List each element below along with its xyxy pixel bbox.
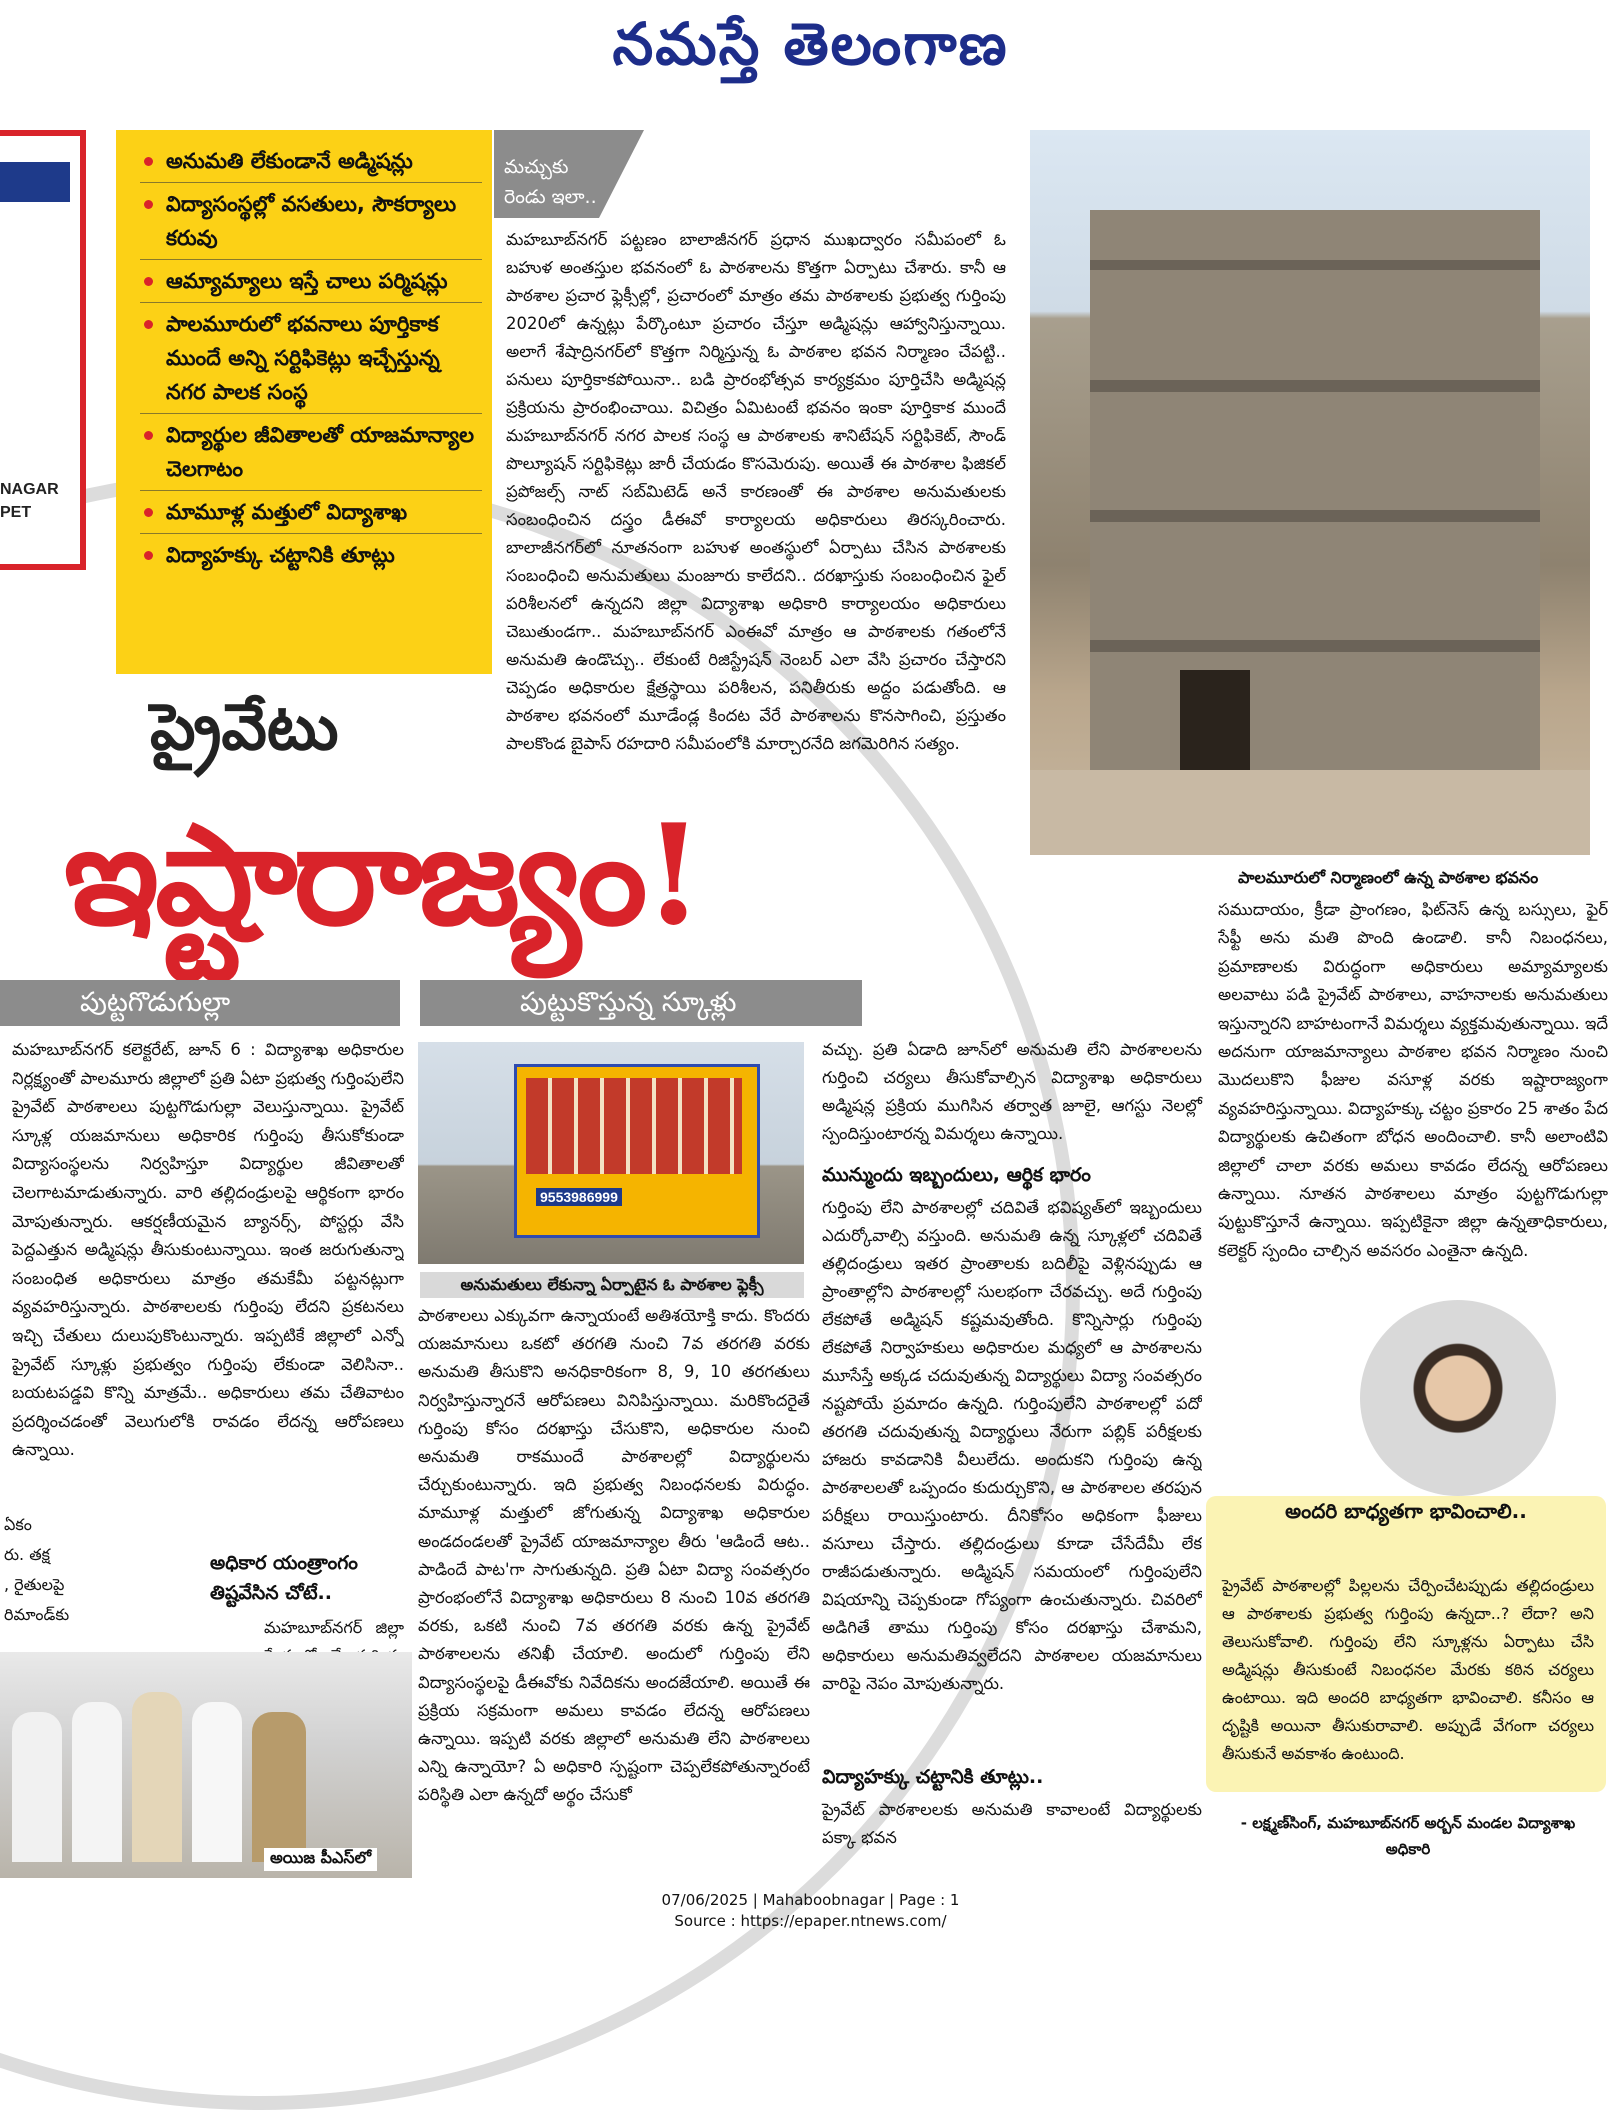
highlight-item: విద్యాసంస్థల్లో వసతులు, సౌకర్యాలు కరువు <box>140 187 482 260</box>
fragment: రు. తక్ష <box>4 1545 50 1564</box>
highlight-item: మామూళ్ల మత్తులో విద్యాశాఖ <box>140 495 482 534</box>
fragment: రిమాండ్‌కు <box>4 1605 70 1624</box>
quote-text: ప్రైవేట్ పాఠశాలల్లో పిల్లలను చేర్పించేటప్పుడు తల్లిదండ్రులు ఆ పాఠశాలకు ప్రభుత్వ గుర్తింపు ఉన్నదా..? లేదా? అని తెలుసుకోవాలి. గుర్తింపు లేని స్కూళ్లను ఏర్పాటు చేసి అడ్మిషన్లు తీసుకుంటే నిబంధనల మేరకు కఠిన చర్యలు ఉంటాయి. ఇది అందరి బాధ్యతగా భావించాలి. కనీసం ఆ దృష్టికి అయినా తీసుకురావాలి. అప్పుడే వేగంగా చర్యలు తీసుకునే అవకాశం ఉంటుంది. <box>1222 1576 1594 1763</box>
left-ad-text-2: PET <box>0 504 32 521</box>
example-tag-line2: రెండు ఇలా.. <box>504 186 597 208</box>
footer-source: Source : https://epaper.ntnews.com/ <box>674 1912 947 1930</box>
left-ad-text-1: NAGAR <box>0 481 59 498</box>
building-photo <box>1030 130 1590 855</box>
banner-phone: 9553986999 <box>536 1188 622 1206</box>
fragment: ఏకం <box>4 1515 32 1534</box>
banner-photo <box>418 1042 804 1264</box>
left-ad-bar <box>0 162 70 202</box>
column-3-subhead-1: మున్ముందు ఇబ్బందులు, ఆర్థిక భారం <box>822 1164 1091 1186</box>
example-tag-text <box>504 152 597 212</box>
fragment: , రైతులపై <box>4 1575 65 1594</box>
footer <box>0 1890 1621 1932</box>
quote-title: అందరి బాధ్యతగా భావించాలి.. <box>1285 1499 1527 1523</box>
official-photo <box>1360 1300 1556 1496</box>
police-station-photo <box>0 1652 412 1878</box>
column-1-left-fragments <box>4 1510 69 1630</box>
banner-photo-caption: అనుమతులు లేకున్నా ఏర్పాటైన ఓ పాఠశాల ఫ్లెక్సీ <box>420 1272 804 1298</box>
highlight-item: ఆమ్యామ్యాలు ఇస్తే చాలు పర్మిషన్లు <box>140 264 482 303</box>
masthead: నమస్తే తెలంగాణ <box>612 10 1009 78</box>
column-4: సముదాయం, క్రీడా ప్రాంగణం, ఫిట్‌నెస్ ఉన్న బస్సులు, ఫైర్ సేఫ్టీ అను మతి పొంది ఉండాలి. కానీ నిబంధనలు, ప్రమాణాలకు విరుద్ధంగా అధికారులు అమ్యామ్యాలకు అలవాటు పడి ప్రైవేట్ పాఠశాలు, వాహనాలకు అనుమతులు ఇస్తున్నారని బాహటంగానే విమర్శలు వ్యక్తమవుతున్నాయి. ఇదే అదనుగా యాజమాన్యాలు పాఠశాల భవన నిర్మాణం నుంచి మొదలుకొని ఫీజుల వసూళ్ల వరకు ఇష్టారాజ్యంగా వ్యవహరిస్తున్నాయి. విద్యాహక్కు చట్టం ప్రకారం 25 శాతం పేద విద్యార్థులకు ఉచితంగా బోధన అందించాలి. కానీ అలాంటివి జిల్లాలో చాలా వరకు అమలు కావడం లేదన్న ఆరోపణలు ఉన్నాయి. నూతన పాఠశాలలు మాత్రం పుట్టగొడుగుల్లా పుట్టుకొస్తూనే ఉన్నాయి. ఇప్పటికైనా జిల్లా ఉన్నతాధికారులు, కలెక్టర్ స్పందిం చాల్సిన అవసరం ఎంతైనా ఉన్నది. <box>1218 900 1608 1260</box>
highlight-item: పాలమూరులో భవనాలు పూర్తికాక ముందే అన్ని సర్టిఫికెట్లు ఇచ్చేస్తున్న నగర పాలక సంస్థ <box>140 307 482 414</box>
subheadline-right: పుట్టుకొస్తున్న స్కూళ్లు <box>420 980 862 1026</box>
column-3-intro: వచ్చు. ప్రతి ఏడాది జూన్‌లో అనుమతి లేని పాఠశాలలను గుర్తించి చర్యలు తీసుకోవాల్సిన విద్యాశాఖ అధికారులు అడ్మిషన్ల ప్రక్రియ ముగిసిన తర్వాత జూలై, ఆగస్టు నెలల్లో స్పందిస్తుంటారన్న విమర్శలు ఉన్నాయి. <box>822 1040 1202 1143</box>
highlight-item: విద్యార్థుల జీవితాలతో యాజమాన్యాల చెలగాటం <box>140 418 482 491</box>
top-article: మహబూబ్‌నగర్ పట్టణం బాలాజీనగర్ ప్రధాన ముఖద్వారం సమీపంలో ఓ బహుళ అంతస్తుల భవనంలో ఓ పాఠశాలను కొత్తగా ఏర్పాటు చేశారు. కానీ ఆ పాఠశాల ప్రచార ఫ్లెక్సీల్లో, ప్రచారంలో మాత్రం తమ పాఠశాలకు ప్రభుత్వ గుర్తింపు 2020లో ఉన్నట్లు పేర్కొంటూ ప్రచారం చేస్తూ అడ్మిషన్లు ఆహ్వానిస్తున్నాయి. అలాగే శేషాద్రినగర్‌లో కొత్తగా నిర్మిస్తున్న ఓ పాఠశాల భవన నిర్మాణం చేపట్టి.. పనులు పూర్తికాకపోయినా.. బడి ప్రారంభోత్సవ కార్యక్రమం పూర్తిచేసి అడ్మిషన్ల ప్రక్రియను ప్రారంభించాయి. విచిత్రం ఏమిటంటే భవనం ఇంకా పూర్తికాక ముందే మహబూబ్‌నగర్ నగర పాలక సంస్థ ఆ పాఠశాలకు శానిటేషన్ సర్టిఫికెట్, సౌండ్ పొల్యూషన్ సర్టిఫికెట్లు జారీ చేయడం కొసమెరుపు. అయితే ఈ పాఠశాల ఫిజికల్ ప్రపోజల్స్ నాట్ సబ్‌మిటెడ్ అనే కారణంతో ఈ పాఠశాల అనుమతులకు సంబంధించిన దస్త్రం డీఈవో కార్యాలయ అధికారులు తిరస్కరించారు. బాలాజీనగర్‌లో నూతనంగా బహుళ అంతస్థులో ఏర్పాటు చేసిన పాఠశాలకు సంబంధించి అనుమతులు మంజూరు కాలేదని.. దరఖాస్తుకు సంబంధించిన ఫైల్ పరిశీలనలో ఉన్నదని జిల్లా విద్యాశాఖ అధికారి కార్యాలయం అధికారులు చెబుతుండగా.. మహబూబ్‌నగర్ ఎంఈవో మాత్రం ఆ పాఠశాలకు గతంలోనే అనుమతి ఉండొచ్చు.. లేకుంటే రిజిస్ట్రేషన్ నెంబర్ ఎలా వేసి ప్రచారం చేస్తారని చెప్పడం అధికారుల క్షేత్రస్థాయి పరిశీలన, పనితీరుకు అద్దం పడుతోంది. ఆ పాఠశాల భవనంలో మూడేండ్ల కిందట వేరే పాఠశాలను కొనసాగించి, ప్రస్తుతం పాలకొండ బైపాస్ రహదారి సమీపంలోకి మార్చారనేది జగమెరిగిన సత్యం. <box>506 230 1006 753</box>
column-1: మహబూబ్‌నగర్ కలెక్టరేట్, జూన్ 6 : విద్యాశాఖ అధికారుల నిర్లక్ష్యంతో పాలమూరు జిల్లాలో ప్రతి ఏటా ప్రభుత్వ గుర్తింపులేని ప్రైవేట్ పాఠశాలలు పుట్టగొడుగుల్లా వెలుస్తున్నాయి. ప్రైవేట్ స్కూళ్ల యజమానులు అధికారిక గుర్తింపు తీసుకోకుండా విద్యాసంస్థలను నిర్వహిస్తూ విద్యార్థుల జీవితాలతో చెలగాటమాడుతున్నారు. వారి తల్లిదండ్రులపై ఆర్థికంగా భారం మోపుతున్నారు. ఆకర్షణీయమైన బ్యానర్స్, పోస్టర్లు వేసి పెద్దఎత్తున అడ్మిషన్లు తీసుకుంటున్నాయి. ఇంత జరుగుతున్నా సంబంధిత అధికారులు మాత్రం తమకేమీ పట్టనట్లుగా వ్యవహరిస్తున్నారు. పాఠశాలలకు గుర్తింపు లేదని ప్రకటనలు ఇచ్చి చేతులు దులుపుకొంటున్నారు. ఇప్పటికే జిల్లాలో ఎన్నో ప్రైవేట్ స్కూళ్లు ప్రభుత్వం గుర్తింపు లేకుండా వెలిసినా.. బయటపడ్డవి కొన్ని మాత్రమే.. అధికారులు తమ చేతివాటం ప్రదర్శించడంతో వెలుగులోకి రావడం లేదన్న ఆరోపణలు ఉన్నాయి. <box>12 1040 404 1460</box>
highlight-item: అనుమతి లేకుండానే అడ్మిషన్లు <box>140 144 482 183</box>
example-tag-line1: మచ్చుకు <box>504 156 569 178</box>
subheadline-left: పుట్టగొడుగుల్లా <box>0 980 400 1026</box>
footer-date: 07/06/2025 | Mahaboobnagar | Page : 1 <box>661 1891 960 1909</box>
highlight-item: విద్యాహక్కు చట్టానికి తూట్లు <box>140 538 482 576</box>
column-3-tail: ప్రైవేట్ పాఠశాలలకు అనుమతి కావాలంటే విద్యార్థులకు పక్కా భవన <box>822 1800 1202 1847</box>
police-station-caption: అయిజ పీఎస్‌లో <box>264 1848 377 1871</box>
highlights-box <box>116 130 492 674</box>
quote-author: - లక్ష్మణ్‌సింగ్, మహబూబ్‌నగర్ అర్బన్ మండల విద్యాశాఖ అధికారి <box>1240 1814 1576 1858</box>
column-3-subhead-2: విద్యాహక్కు చట్టానికి తూట్లు.. <box>822 1766 1044 1788</box>
headline: ఇష్టారాజ్యం! <box>64 793 700 956</box>
building-photo-caption: పాలమూరులో నిర్మాణంలో ఉన్న పాఠశాల భవనం <box>1238 868 1539 887</box>
left-ad-frame <box>0 130 86 570</box>
column-3-body: గుర్తింపు లేని పాఠశాలల్లో చదివితే భవిష్యత్‌లో ఇబ్బందులు ఎదుర్కోవాల్సి వస్తుంది. అనుమతి ఉన్న స్కూళ్లలో చదివితే తల్లిదండ్రులు ఇతర ప్రాంతాలకు బదిలీపై వెళ్లినప్పుడు ఆ ప్రాంతాల్లోని పాఠశాలల్లో సులభంగా చేరవచ్చు. అదే గుర్తింపు లేకపోతే అడ్మిషన్ కష్టమవుతోంది. కొన్నిసార్లు గుర్తింపు లేకపోతే నిర్వాహకులు అధికారుల మధ్యలో ఆ పాఠశాలను మూసేస్తే అక్కడ చదువుతున్న విద్యార్థులు విద్యా సంవత్సరం నష్టపోయే ప్రమాదం ఉన్నది. గుర్తింపులేని పాఠశాలల్లో పదో తరగతి చదువుతున్న విద్యార్థులు నేరుగా పబ్లిక్ పరీక్షలకు హాజరు కావడానికి వీలులేదు. అందుకని గుర్తింపు ఉన్న పాఠశాలలతో ఒప్పందం కుదుర్చుకొని, ఆ పాఠశాలల తరపున పరీక్షలు రాయిస్తుంటారు. దీనికోసం అధికంగా ఫీజులు వసూలు చేస్తారు. తల్లిదండ్రులు కూడా చేసేదేమీ లేక రాజీపడుతున్నారు. అడ్మిషన్ సమయంలో గుర్తింపులేని విషయాన్ని చెప్పకుండా గోప్యంగా ఉంచుతున్నారు. చివరిలో అడిగితే తాము గుర్తింపు కోసం దరఖాస్తు చేశామని, అధికారులు అనుమతివ్వలేదని పాఠశాలల యజమానులు వారిపై నెపం మోపుతున్నారు. <box>822 1198 1202 1693</box>
column-1-tail: మహబూబ్‌నగర్ జిల్లా <box>264 1618 404 1637</box>
column-2: పాఠశాలలు ఎక్కువగా ఉన్నాయంటే అతిశయోక్తి కాదు. కొందరు యజమానులు ఒకటో తరగతి నుంచి 7వ తరగతి వరకు అనుమతి తీసుకొని అనధికారికంగా 8, 9, 10 తరగతులు నిర్వహిస్తున్నారనే ఆరోపణలు వినిపిస్తున్నాయి. మరికొందరైతే గుర్తింపు కోసం దరఖాస్తు చేసుకొని, అధికారుల నుంచి అనుమతి రాకముందే పాఠశాలల్లో విద్యార్థులను చేర్చుకుంటున్నారు. ఇది ప్రభుత్వ నిబంధనలకు విరుద్ధం. మామూళ్ల మత్తులో జోగుతున్న విద్యాశాఖ అధికారుల అండదండలతో ప్రైవేట్ యాజమాన్యాల తీరు 'ఆడిందే ఆట.. పాడిందే పాట'గా సాగుతున్నది. ప్రతి ఏటా విద్యా సంవత్సరం ప్రారంభంలోనే విద్యాశాఖ అధికారులు 8 నుంచి 10వ తరగతి వరకు, ఒకటి నుంచి 7వ తరగతి వరకు ఉన్న ప్రైవేట్ పాఠశాలలను తనిఖీ చేయాలి. అందులో గుర్తింపు లేని విద్యాసంస్థలపై డీఈవోకు నివేదికను అందజేయాలి. అయితే ఈ ప్రక్రియ సక్రమంగా అమలు కావడం లేదన్న ఆరోపణలు ఉన్నాయి. ఇప్పటి వరకు జిల్లాలో అనుమతి లేని పాఠశాలలు ఎన్ని ఉన్నాయో? ఏ అధికారి స్పష్టంగా చెప్పలేకపోతున్నారంటే పరిస్థితి ఎలా ఉన్నదో అర్థం చేసుకో <box>418 1306 810 1805</box>
headline-small: ప్రైవేటు <box>150 690 339 765</box>
column-1-subhead: అధికార యంత్రాంగం తిష్టవేసిన చోటే.. <box>210 1552 358 1604</box>
